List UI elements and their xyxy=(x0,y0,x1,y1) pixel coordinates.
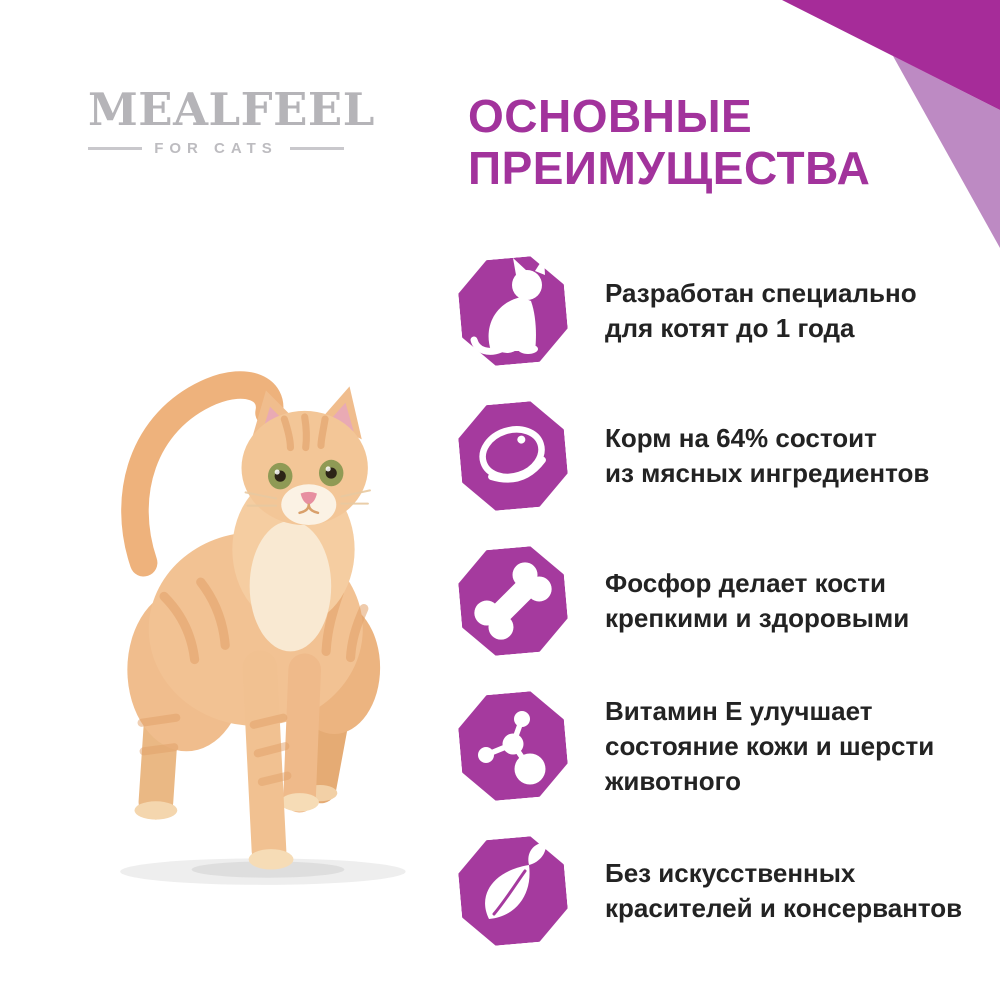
page-title xyxy=(468,90,870,194)
sitting-kitten-icon xyxy=(460,258,566,364)
benefit-badge xyxy=(460,548,566,654)
brand-tagline: FOR CATS xyxy=(154,140,278,157)
benefit-badge xyxy=(460,403,566,509)
vitamin-molecule-icon xyxy=(460,693,566,799)
benefit-row-molecule xyxy=(460,693,934,799)
benefits-list xyxy=(460,258,1000,968)
benefit-badge xyxy=(460,693,566,799)
page-title-line1: ОСНОВНЫЕ xyxy=(468,90,753,142)
benefit-text: Без искусственных красителей и консервантов xyxy=(605,858,963,923)
brand-logo xyxy=(88,83,375,157)
benefit-text: Фосфор делает кости крепкими и здоровыми xyxy=(605,568,910,633)
benefit-row-kitten xyxy=(460,258,917,364)
corner-triangle-light xyxy=(893,56,1000,248)
benefit-row-leaf xyxy=(460,838,962,944)
benefit-badge xyxy=(460,258,566,364)
cat-chest xyxy=(250,521,332,651)
benefit-text: Разработан специально для котят до 1 года xyxy=(605,278,917,343)
benefit-text: Корм на 64% состоит из мясных ингредиентов xyxy=(605,423,930,488)
page-title-line2: ПРЕИМУЩЕСТВА xyxy=(468,142,871,194)
leaf-icon xyxy=(460,838,566,944)
benefit-text: Витамин Е улучшает состояние кожи и шерсти животного xyxy=(605,695,935,796)
benefit-row-bone xyxy=(460,548,909,654)
tagline-line-right xyxy=(290,147,344,150)
benefit-badge xyxy=(460,838,566,944)
kitten-photo xyxy=(103,364,433,894)
benefit-row-bowl xyxy=(460,403,929,509)
food-bowl-icon xyxy=(460,403,566,509)
bone-icon xyxy=(460,548,566,654)
tagline-line-left xyxy=(88,147,142,150)
brand-tagline-row xyxy=(88,140,344,157)
brand-name: MEALFEEL xyxy=(88,83,375,136)
